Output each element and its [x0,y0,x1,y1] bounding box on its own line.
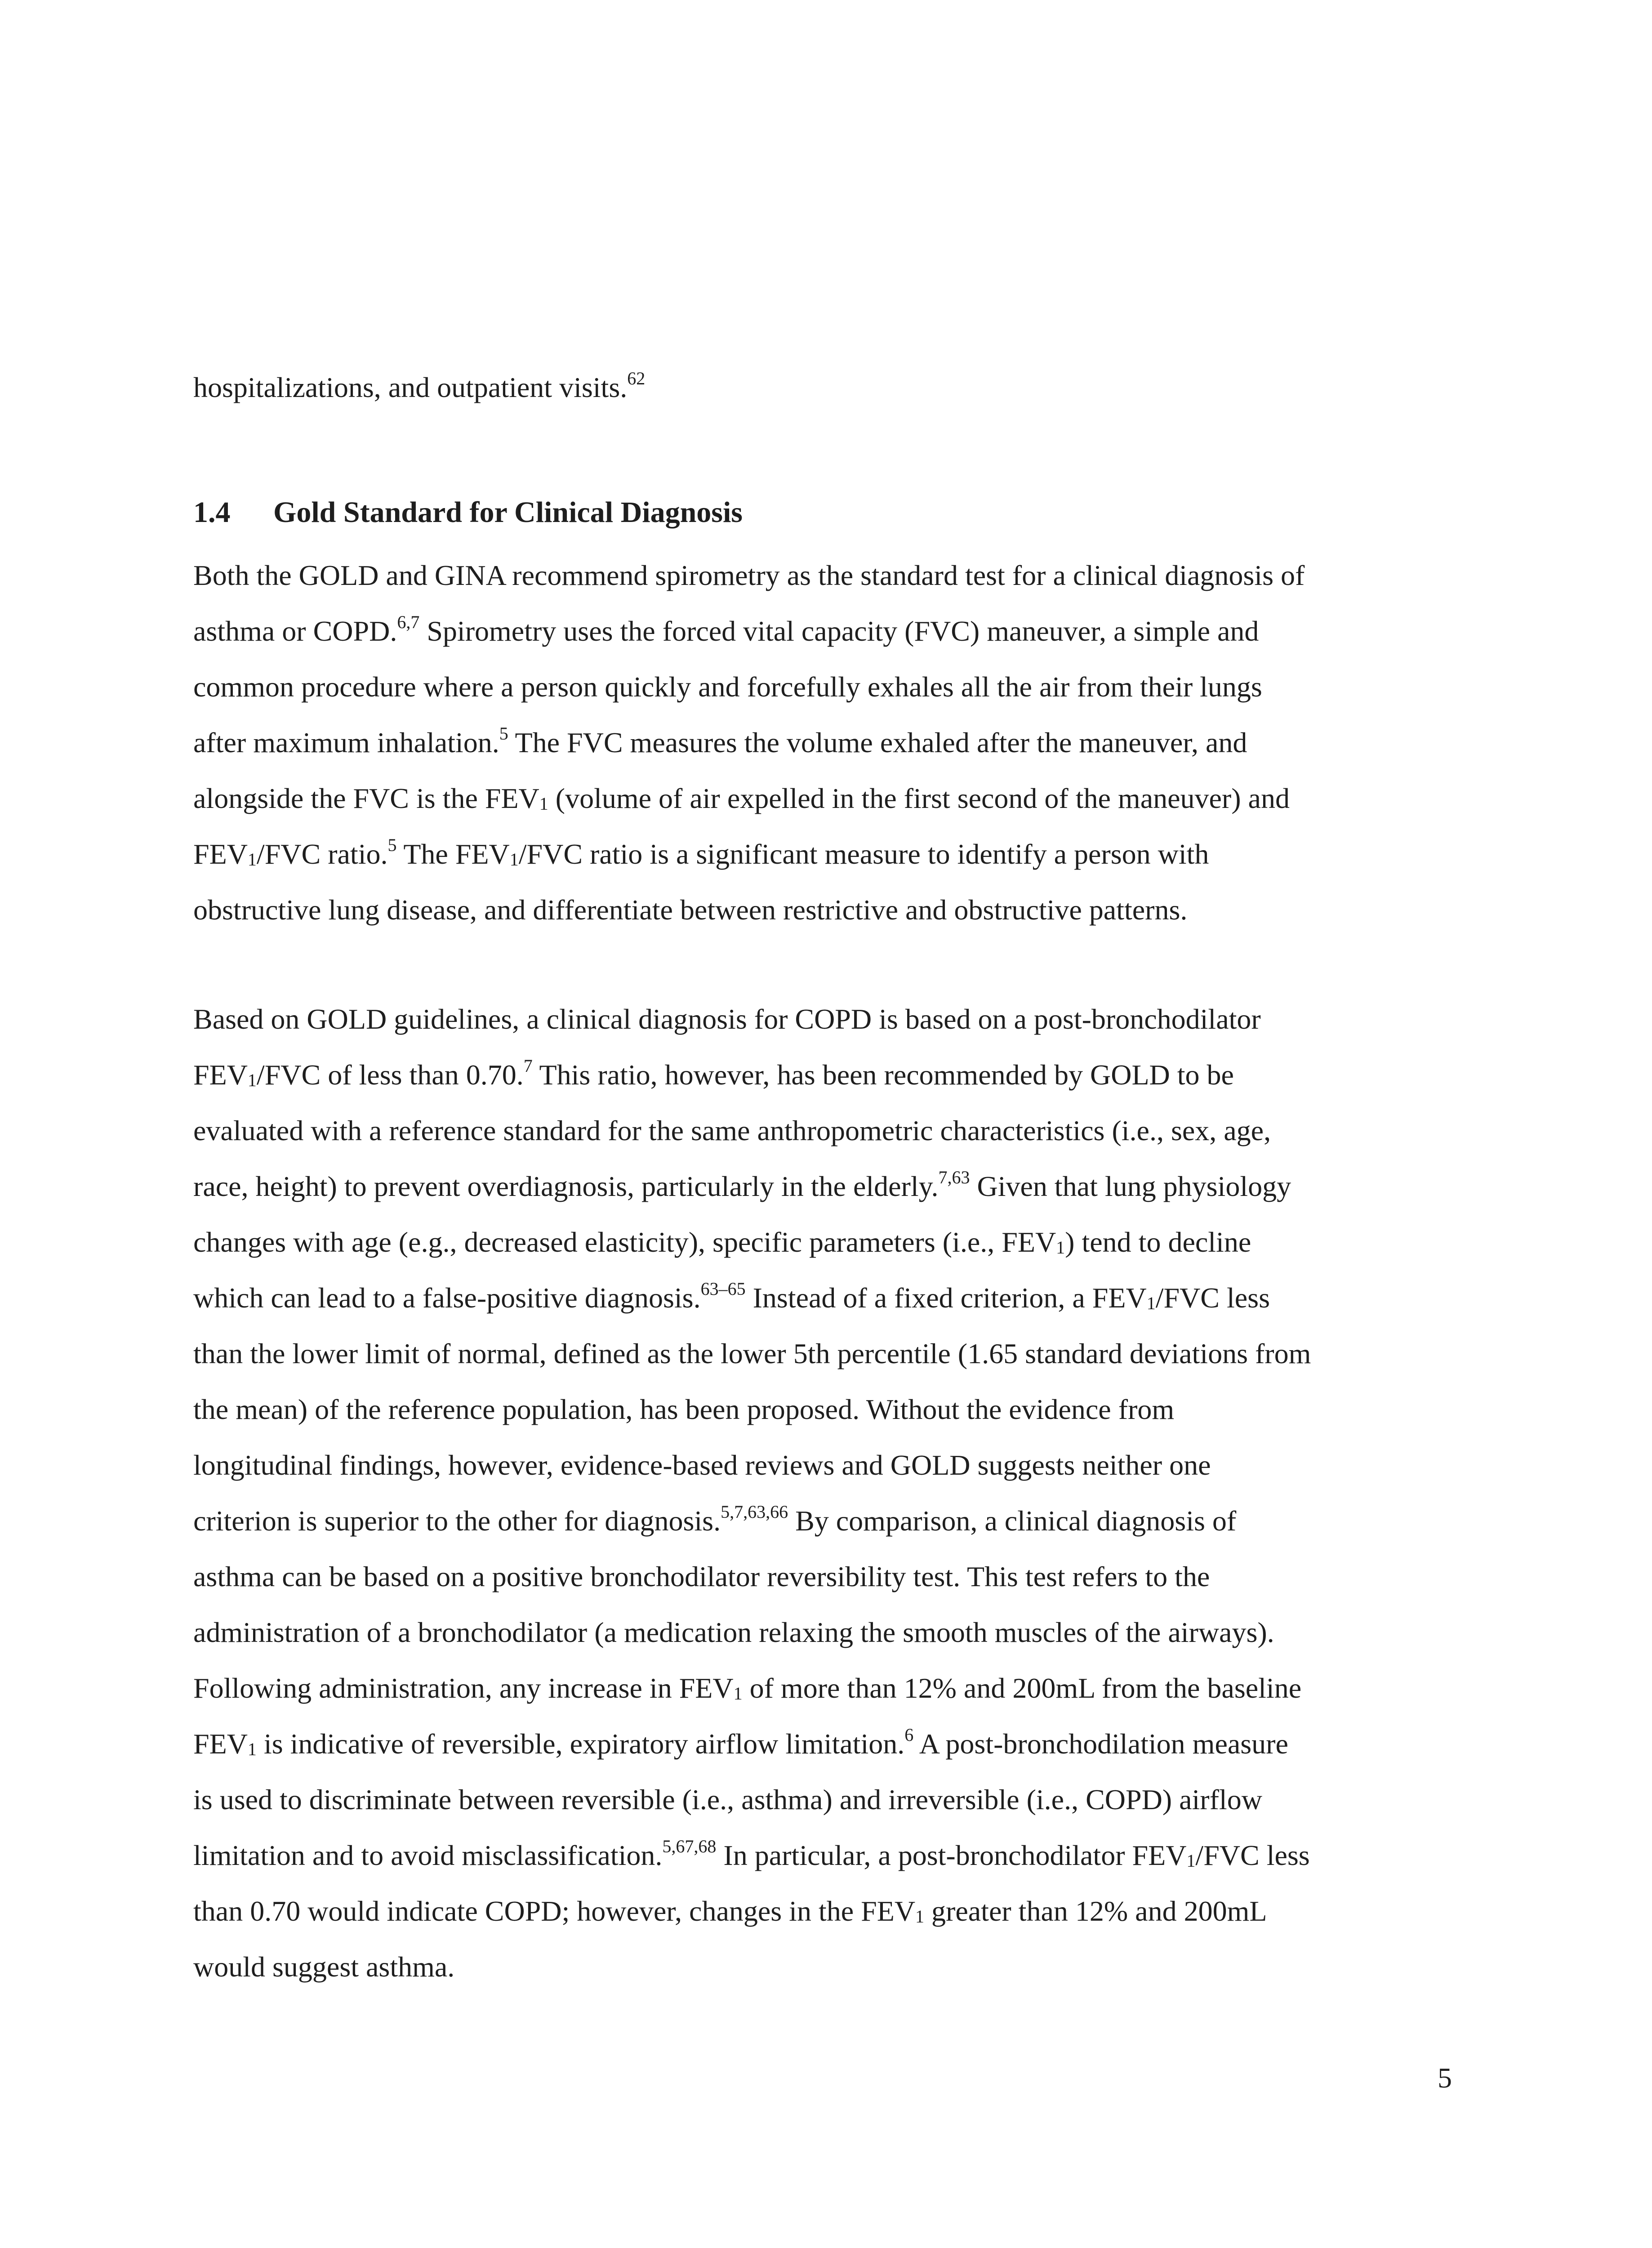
text-run: asthma can be based on a positive bronchodilator reversibility test. This test refers to the [193,1561,1210,1592]
text-run: after maximum inhalation. [193,727,499,758]
text-run: /FVC less [1155,1282,1270,1314]
text-run: alongside the FVC is the FEV [193,782,539,814]
text-line [193,1326,1452,1382]
subscript: 1 [1186,1851,1196,1871]
text-run: the mean) of the reference population, has been proposed. Without the evidence from [193,1393,1175,1425]
citation-ref: 5,7,63,66 [721,1501,788,1522]
text-line [193,1382,1452,1437]
text-line [193,991,1452,1047]
text-run: longitudinal findings, however, evidence-based reviews and GOLD suggests neither one [193,1449,1211,1481]
text-run: race, height) to prevent overdiagnosis, particularly in the elderly. [193,1170,939,1202]
text-run: (volume of air expelled in the first second of the maneuver) and [548,782,1290,814]
citation-ref: 6 [904,1724,914,1745]
text-run: administration of a bronchodilator (a medication relaxing the smooth muscles of the airways). [193,1616,1274,1648]
subscript: 1 [733,1683,743,1704]
subscript: 1 [247,849,257,870]
citation-ref: 5 [499,723,508,744]
text-run: changes with age (e.g., decreased elasticity), specific parameters (i.e., FEV [193,1226,1056,1258]
text-run: FEV [193,838,248,870]
paragraph-diagnosis-criteria [193,991,1452,1995]
text-line [193,1605,1452,1660]
text-line [193,1939,1452,1995]
subscript: 1 [1056,1237,1065,1258]
text-line [193,1660,1452,1716]
text-run: By comparison, a clinical diagnosis of [788,1505,1237,1537]
paragraph-spirometry [193,548,1452,938]
text-line [193,659,1452,715]
text-run: criterion is superior to the other for diagnosis. [193,1505,721,1537]
text-line [193,1103,1452,1159]
text-run: /FVC ratio is a significant measure to identify a person with [518,838,1209,870]
section-title: Gold Standard for Clinical Diagnosis [273,496,743,529]
subscript: 1 [1146,1293,1156,1313]
text-line [193,1437,1452,1493]
text-run: FEV [193,1059,248,1091]
text-run: is used to discriminate between reversible (i.e., asthma) and irreversible (i.e., COPD) airflow [193,1784,1262,1815]
text-line [193,1883,1452,1939]
text-line [193,1047,1452,1103]
text-run: evaluated with a reference standard for the same anthropometric characteristics (i.e., sex, age, [193,1115,1271,1146]
text-run: Given that lung physiology [970,1170,1291,1202]
text-run: is indicative of reversible, expiratory airflow limitation. [256,1728,905,1760]
text-run: would suggest asthma. [193,1951,455,1983]
citation-ref: 7,63 [938,1167,970,1187]
text-run: This ratio, however, has been recommended by GOLD to be [532,1059,1234,1091]
text-line [193,1772,1452,1828]
text-line [193,1159,1452,1214]
text-run: Spirometry uses the forced vital capacity (FVC) maneuver, a simple and [419,615,1259,647]
citation-ref: 6,7 [397,611,420,632]
text-line [193,1716,1452,1772]
text-run: FEV [193,1728,248,1760]
continued-paragraph [193,360,1452,415]
text-line [193,1549,1452,1605]
text-run: Instead of a fixed criterion, a FEV [745,1282,1147,1314]
text-run: common procedure where a person quickly and forcefully exhales all the air from their lungs [193,671,1262,703]
text-run: /FVC less [1195,1839,1310,1871]
continued-text: hospitalizations, and outpatient visits. [193,371,628,403]
text-line [193,715,1452,771]
text-run: than 0.70 would indicate COPD; however, changes in the FEV [193,1895,916,1927]
text-line [193,882,1452,938]
text-run: of more than 12% and 200mL from the baseline [742,1672,1302,1704]
text-line [193,1493,1452,1549]
subscript: 1 [247,1070,257,1090]
text-line [193,360,1452,415]
citation-ref: 62 [627,368,646,388]
text-line [193,1214,1452,1270]
text-run: In particular, a post-bronchodilator FEV [716,1839,1187,1871]
text-run: than the lower limit of normal, defined as the lower 5th percentile (1.65 standard deviations from [193,1338,1311,1369]
subscript: 1 [539,794,548,814]
text-run: limitation and to avoid misclassification. [193,1839,663,1871]
text-run: Based on GOLD guidelines, a clinical diagnosis for COPD is based on a post-bronchodilator [193,1003,1261,1035]
citation-ref: 7 [523,1055,533,1076]
section-heading [193,485,743,540]
text-run: The FVC measures the volume exhaled after the maneuver, and [508,727,1247,758]
subscript: 1 [247,1739,257,1759]
text-run: Following administration, any increase in FEV [193,1672,734,1704]
text-line [193,603,1452,659]
citation-ref: 63–65 [700,1278,746,1299]
text-line [193,826,1452,882]
text-line [193,548,1452,603]
text-run: /FVC of less than 0.70. [256,1059,524,1091]
page-number: 5 [1438,2062,1452,2094]
text-run: ) tend to decline [1065,1226,1251,1258]
citation-ref: 5,67,68 [662,1836,717,1856]
text-run: greater than 12% and 200mL [924,1895,1267,1927]
text-run: The FEV [396,838,510,870]
text-run: Both the GOLD and GINA recommend spirometry as the standard test for a clinical diagnosis of [193,559,1305,591]
section-number: 1.4 [193,496,231,529]
text-line [193,771,1452,826]
text-run: /FVC ratio. [256,838,388,870]
text-run: A post-bronchodilation measure [913,1728,1288,1760]
citation-ref: 5 [387,834,397,855]
subscript: 1 [509,849,519,870]
text-line [193,1270,1452,1326]
text-run: which can lead to a false-positive diagnosis. [193,1282,701,1314]
text-run: asthma or COPD. [193,615,397,647]
subscript: 1 [915,1906,925,1927]
text-line [193,1828,1452,1883]
text-run: obstructive lung disease, and differentiate between restrictive and obstructive patterns. [193,894,1188,926]
